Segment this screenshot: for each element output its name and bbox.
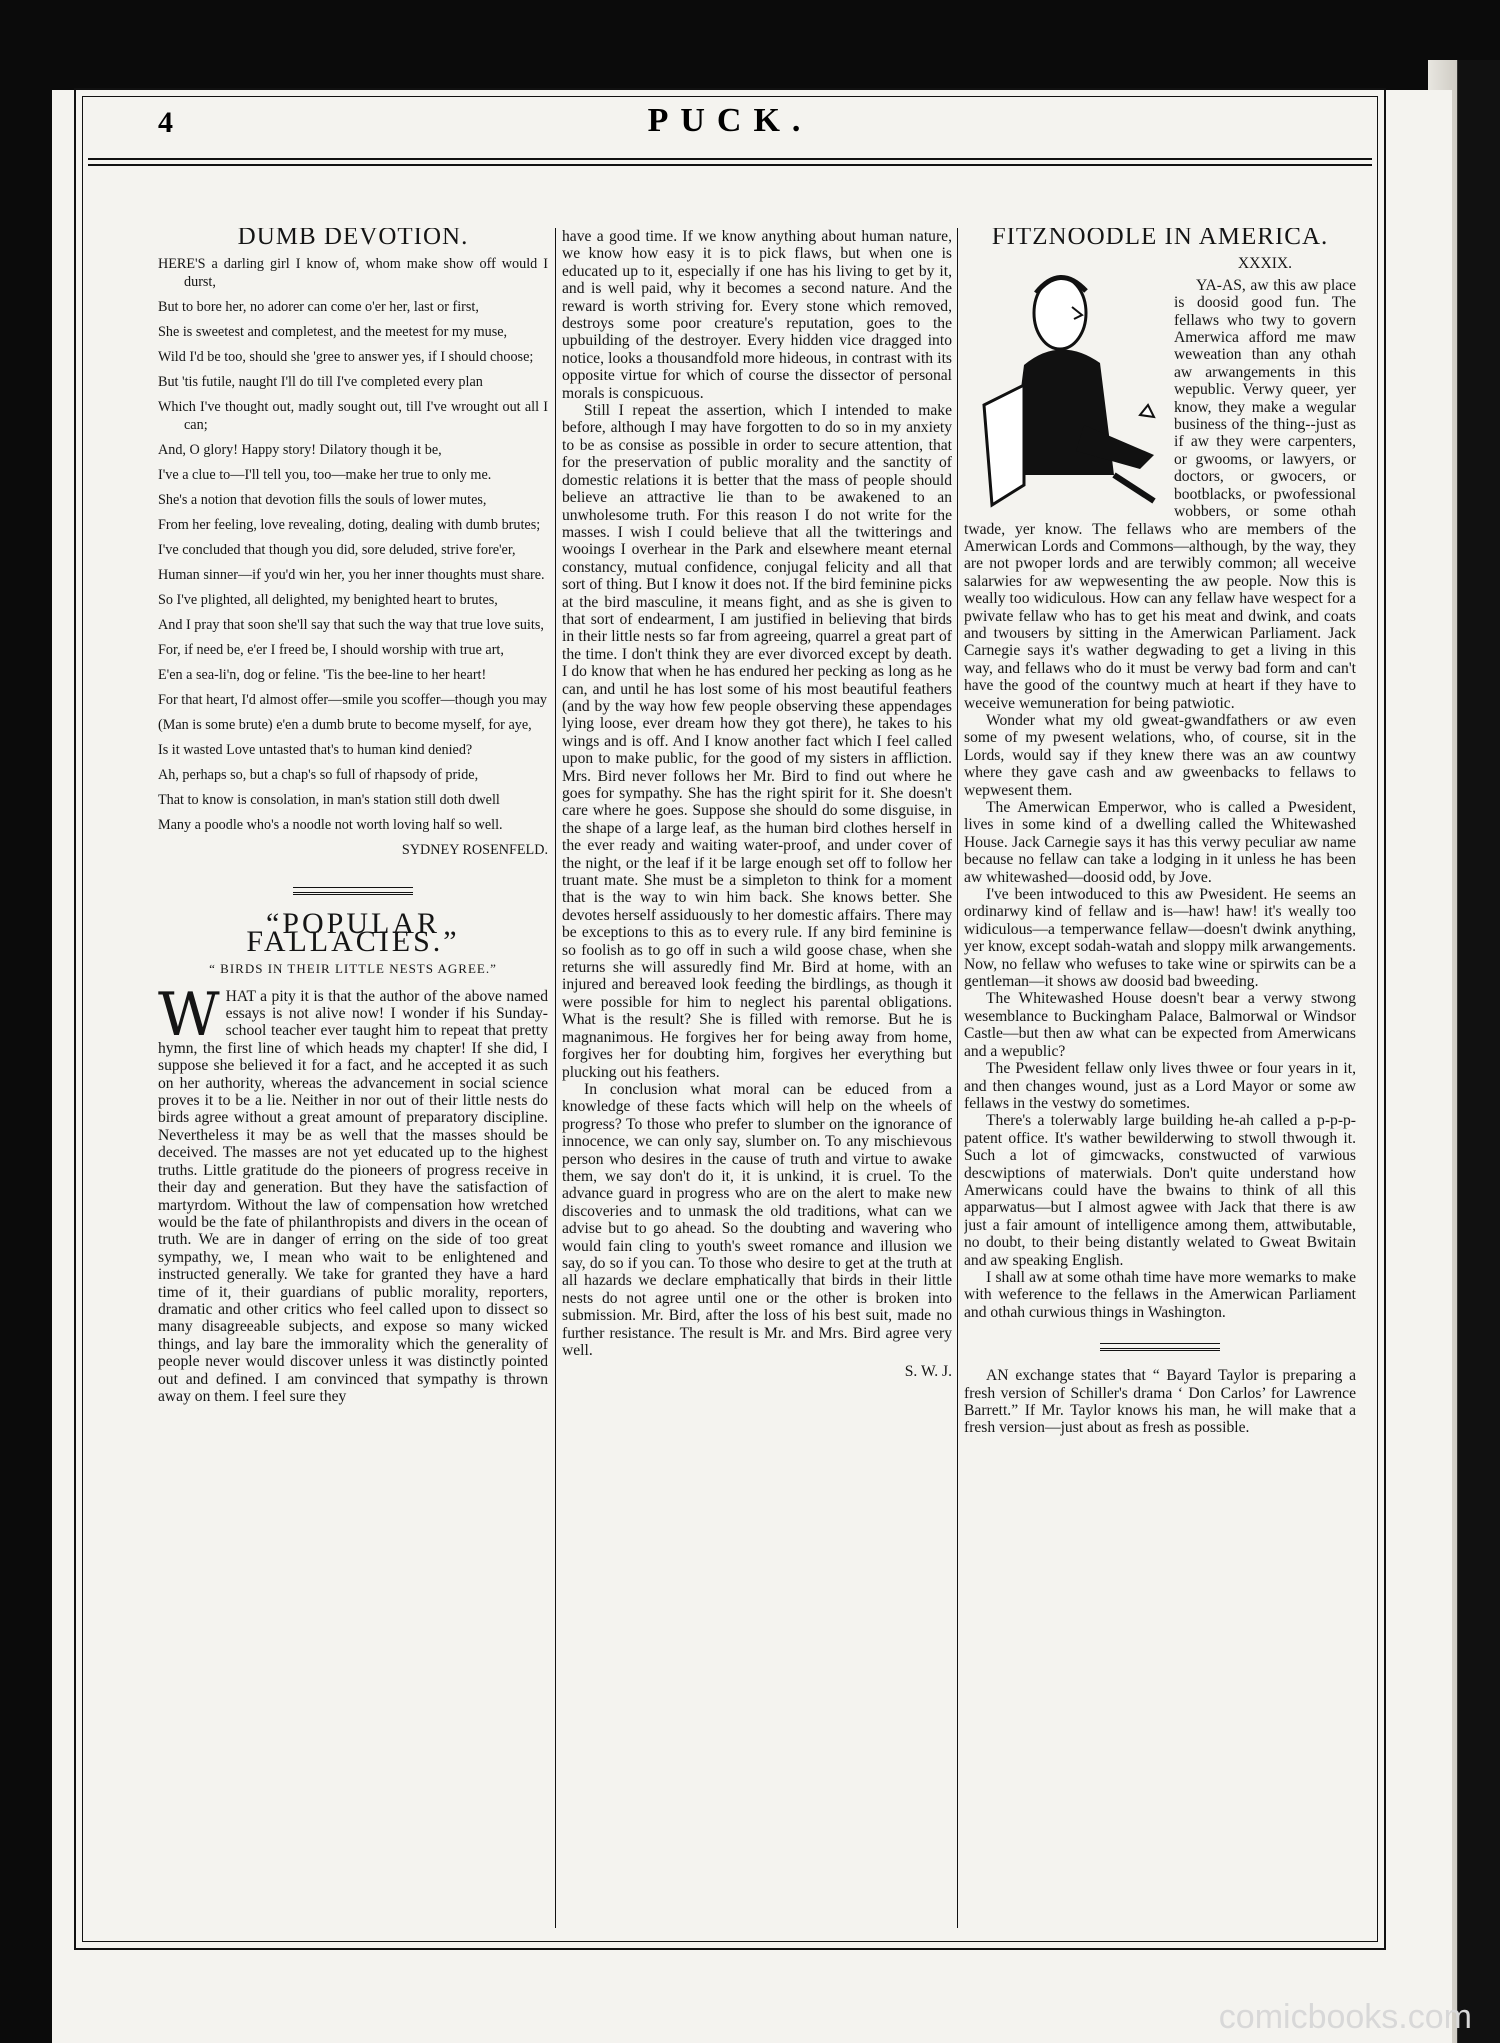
poem-signature: SYDNEY ROSENFELD. bbox=[401, 842, 548, 859]
article-title: “POPULAR FALLACIES.” bbox=[246, 907, 460, 958]
poem-line: HERE'S a darling girl I know of, whom make show off would I durst, bbox=[158, 256, 548, 291]
watermark: comicbooks.com bbox=[1218, 1998, 1472, 2036]
author-signature: S. W. J. bbox=[904, 1363, 952, 1381]
column-2 bbox=[562, 228, 952, 1928]
article-text: HAT a pity it is that the author of the above named essays is not alive now! I wonder if his Sunday-school teacher ever taught him to repeat that pretty hymn, the first line of which heads my chapter! If she did, I suppose she believed it for a fact, and he accepted it as such on her authority, whereas the advancement in social science proves it to be a lie. Neither in nor out of their little nests do birds agree without a great amount of preparatory discipline. Nevertheless it may be as well that the masses should be deceived. The masses are not yet educated up to the highest truths. Little gratitude do the pioneers of progress receive in their day and generation. But they have the satisfaction of martyrdom. Without the law of compensation how wretched would be the fate of philanthropists and divers in the ocean of truth. We are in danger of erring on the side of too great sympathy, we, I mean who wait to be enlightened and instructed generally. We take for granted they have a hard time of it, their guardians of public morality, reporters, dramatic and other critics who feel called upon to dissect so many disagreeable subjects, and expose so many wicked things, and lay bare the immorality which the generality of people never would discover unless it was distinctly pointed out and defined. I am convinced that sympathy is thrown away on them. I feel sure they bbox=[158, 987, 548, 1405]
poem-line: Which I've thought out, madly sought out, till I've wrought out all I can; bbox=[158, 399, 548, 434]
poem-line: From her feeling, love revealing, doting, dealing with dumb brutes; bbox=[158, 517, 541, 534]
column-3 bbox=[964, 228, 1356, 1928]
column-divider-2 bbox=[957, 228, 958, 1928]
article-paragraph bbox=[158, 979, 548, 1406]
fitznoodle-title: FITZNOODLE IN AMERICA. bbox=[991, 228, 1329, 250]
poem bbox=[158, 255, 548, 859]
poem-line: But to bore her, no adorer can come o'er her, last or first, bbox=[158, 299, 479, 316]
paragraph: Wonder what my old gweat-gwandfathers or aw even some of my pwesent welations, who, of course, sit in the Lords, would say if they knew there was an aw countwy where they gave cash and aw gweenbacks to fellaws to wepwesent them. bbox=[964, 711, 1356, 799]
poem-line: Human sinner—if you'd win her, you her inner thoughts must share. bbox=[158, 567, 545, 584]
paragraph: I've been intwoduced to this aw Pwesident. He seems an ordinarwy kind of fellaw and is—haw! haw! it's weally too widiculous—a temperwance fellaw—doesn't dwink anything, yer know, except sodah-watah and sloppy milk arwangements. Now, no fellaw who wefuses to take wine or spirwits can be a gentleman—it shows aw doosid bad bweeding. bbox=[964, 886, 1356, 991]
poem-line: But 'tis futile, naught I'll do till I've completed every plan bbox=[158, 374, 483, 391]
poem-line: Is it wasted Love untasted that's to human kind denied? bbox=[158, 742, 473, 759]
column-divider-1 bbox=[555, 228, 556, 1928]
paragraph: have a good time. If we know anything about human nature, we know how easy it is to pick flaws, but when one is educated up to it, especially if one has his living to get by it, and is well paid, why it becomes a second nature. And the reward is worth striving for. Every stone which removed, destroys some poor creature's reputation, goes to the upbuilding of the destroyer. Every hidden vice dragged into notice, looks a thousandfold more hideous, in contrast with its opposite virtue for which of course the dissector of personal morals is conspicuous. bbox=[562, 228, 952, 402]
drop-cap: W bbox=[158, 979, 220, 1050]
notice-paragraph: AN exchange states that “ Bayard Taylor is preparing a fresh version of Schiller's drama ‘ Don Carlos’ for Lawrence Barrett.” If Mr. Taylor knows his man, he will make that a fresh version—just about as fresh as possible. bbox=[964, 1367, 1356, 1437]
paragraph: YA-AS, aw this aw place is doosid good fun. The fellaws who twy to govern Amerwica afford me maw weweation than any othah aw arwangements in this wepublic. Verwy queer, yer know, they make a wegular business of the thing--just as if aw they were carpenters, or gwooms, or lawyers, or doctors, or gwocers, or bootblacks, or pwofessional wobbers, or some othah twade, yer know. The fellaws who are members of the Amerwican Lords and Commons—although, by the way, they are not pwoper lords and are terwibly common; all weceive salarwies for aw wepwesenting the aw people. Now this is weally too widiculous. How can any fellaw have wespect for a pwivate fellaw who has to get his meat and dwink, and coats and twousers by sitting in the Amerwican Parliament. Jack Carnegie says it's wather degwading to get a living in this way, and fellaws who do it must be verwy bad form and can't have the good of the countwy much at heart if they have to weceive wemuneration for being patwiotic. bbox=[964, 276, 1356, 712]
poem-line: I've a clue to—I'll tell you, too—make her true to only me. bbox=[158, 467, 492, 484]
page-header bbox=[82, 100, 1378, 150]
masthead-title: PUCK. bbox=[647, 102, 813, 139]
fitznoodle-illustration bbox=[964, 255, 1164, 511]
poem-line: E'en a sea-li'n, dog or feline. 'Tis the bee-line to her heart! bbox=[158, 667, 487, 684]
column-1 bbox=[158, 228, 548, 1928]
poem-title: DUMB DEVOTION. bbox=[237, 228, 469, 250]
paragraph: The Pwesident fellaw only lives thwee or four years in it, and then changes wound, just as a Lord Mayor or some aw fellaws in the vestwy do sometimes. bbox=[964, 1060, 1356, 1112]
poem-line: (Man is some brute) e'en a dumb brute to become myself, for aye, bbox=[158, 717, 532, 734]
page-number: 4 bbox=[158, 106, 173, 139]
poem-line: Wild I'd be too, should she 'gree to answer yes, if I should choose; bbox=[158, 349, 534, 366]
ornament-divider-2 bbox=[1100, 1343, 1220, 1351]
poem-line: She is sweetest and completest, and the meetest for my muse, bbox=[158, 324, 508, 341]
header-rule-2 bbox=[88, 164, 1372, 166]
poem-line: For that heart, I'd almost offer—smile you scoffer—though you may bbox=[158, 692, 547, 709]
poem-line: Ah, perhaps so, but a chap's so full of rhapsody of pride, bbox=[158, 767, 479, 784]
poem-line: That to know is consolation, in man's station still doth dwell bbox=[158, 792, 500, 809]
article-subtitle: “ BIRDS IN THEIR LITTLE NESTS AGREE.” bbox=[209, 961, 497, 977]
poem-line: I've concluded that though you did, sore deluded, strive fore'er, bbox=[158, 542, 516, 559]
ornament-divider bbox=[293, 887, 413, 895]
article-continuation bbox=[562, 228, 952, 1359]
poem-line: She's a notion that devotion fills the souls of lower mutes, bbox=[158, 492, 487, 509]
poem-line: Many a poodle who's a noodle not worth loving half so well. bbox=[158, 817, 503, 834]
paragraph: There's a tolerwably large building he-ah called a p-p-p-patent office. It's wather bewilderwing to stwoll thwough it. Such a lot of gimcwacks, constwucted of varwious descwiptions of materwials. Don't quite understand how Amerwicans could have the bwains to think of all this apparwatus—but I almost agwee with Jack that there is aw just a fair amount of intelligence among them, attwibutable, no doubt, to their being distantly welated to Gweat Bwitain and aw speaking English. bbox=[964, 1112, 1356, 1269]
paragraph: The Amerwican Emperwor, who is called a Pwesident, lives in some kind of a dwelling called the Whitewashed House. Jack Carnegie says it has this verwy peculiar aw name because no fellaw can take a lodging in it unless he has been aw whitewashed—doosid odd, by Jove. bbox=[964, 799, 1356, 886]
poem-line: For, if need be, e'er I freed be, I should worship with true art, bbox=[158, 642, 504, 659]
paragraph: Still I repeat the assertion, which I intended to make before, although I may have forgotten to do so in my anxiety to be as consise as possible in order to secure attention, that for the preservation of public morality and the sanctity of domestic relations it is better that the mass of people should believe an attractive lie than to be awakened to an unwholesome truth. For this reason I do not write for the masses. I wish I could believe that all the twitterings and wooings I overhear in the Park and elsewhere meant eternal constancy, mutual confidence, conjugal felicity and all that sort of thing. But I know it does not. If the bird feminine picks at the bird masculine, it means fight, and as she is given to that sort of endearment, I am justified in believing that birds in their little nests so far from agreeing, quarrel a great part of the time. I don't think they are ever divorced except by death. I do know that when he has endured her pecking as long as he can, and until he has lost some of his most beautiful feathers (and by the way how few people observing these appendages lying loose, ever dream how they got there), he takes to his wings and is off. And I know another fact which I feel called upon to make public, for the good of my sisters in affliction. Mrs. Bird never follows her Mr. Bird to find out where he goes for sympathy. She has the right spirit for it. She doesn't care where he goes. Suppose she should do some disguise, in the shape of a large leaf, as the human bird clothes herself in the ever ready and waiting water-proof, and under cover of the night, or the leaf if it be large enough set off to follow her truant mate. She must be a simpleton to think for a moment that is the way to win him back. She knows better. She devotes herself assiduously to her domestic affairs. There may be exceptions to this as to every rule. If any bird feminine is so foolish as to go off in such a wild goose chase, when she returns she will assuredly find Mr. Bird at home, with an injured and bereaved look feeding the birdlings, as though it were possible for him to neglect his parental obligations. What is the result? She is filled with remorse. But he is magnanimous. He forgives her for being away from home, forgives her for doubting him, forgives her everything but plucking out his feathers. bbox=[562, 402, 952, 1081]
header-rule-1 bbox=[88, 158, 1372, 160]
paragraph: I shall aw at some othah time have more wemarks to make with weference to the fellaws in the Amerwican Parliament and othah curwious things in Washington. bbox=[964, 1268, 1356, 1321]
paragraph: The Whitewashed House doesn't bear a verwy stwong wesemblance to Buckingham Palace, Balmorwal or Windsor Castle—but then aw what can be expected from Amerwicans and a wepublic? bbox=[964, 990, 1356, 1060]
installment-number: XXXIX. bbox=[1237, 255, 1293, 273]
poem-line: And, O glory! Happy story! Dilatory though it be, bbox=[158, 442, 442, 459]
poem-line: So I've plighted, all delighted, my benighted heart to brutes, bbox=[158, 592, 498, 609]
paragraph: In conclusion what moral can be educed from a knowledge of these facts which will help on the wheels of progress? To those who prefer to slumber on the ignorance of innocence, we can only say, slumber on. To any mischievous person who desires in the cause of truth and virtue to awake them, we say don't do it, it is unkind, it is cruel. To the advance guard in progress who are on the alert to make new discoveries and to unmask the old traditions, what can we advise but to go ahead. So the doubting and wavering who would fain cling to youth's sweet romance and illusion we say, do so if you can. To those who desire to get at the truth at all hazards we declare emphatically that birds in their little nests do not agree until one or the other is broken into submission. Mr. Bird, after the loss of his best suit, made no further resistance. The result is Mr. and Mrs. Bird agree very well. bbox=[562, 1080, 952, 1359]
poem-line: And I pray that soon she'll say that such the way that true love suits, bbox=[158, 617, 544, 634]
